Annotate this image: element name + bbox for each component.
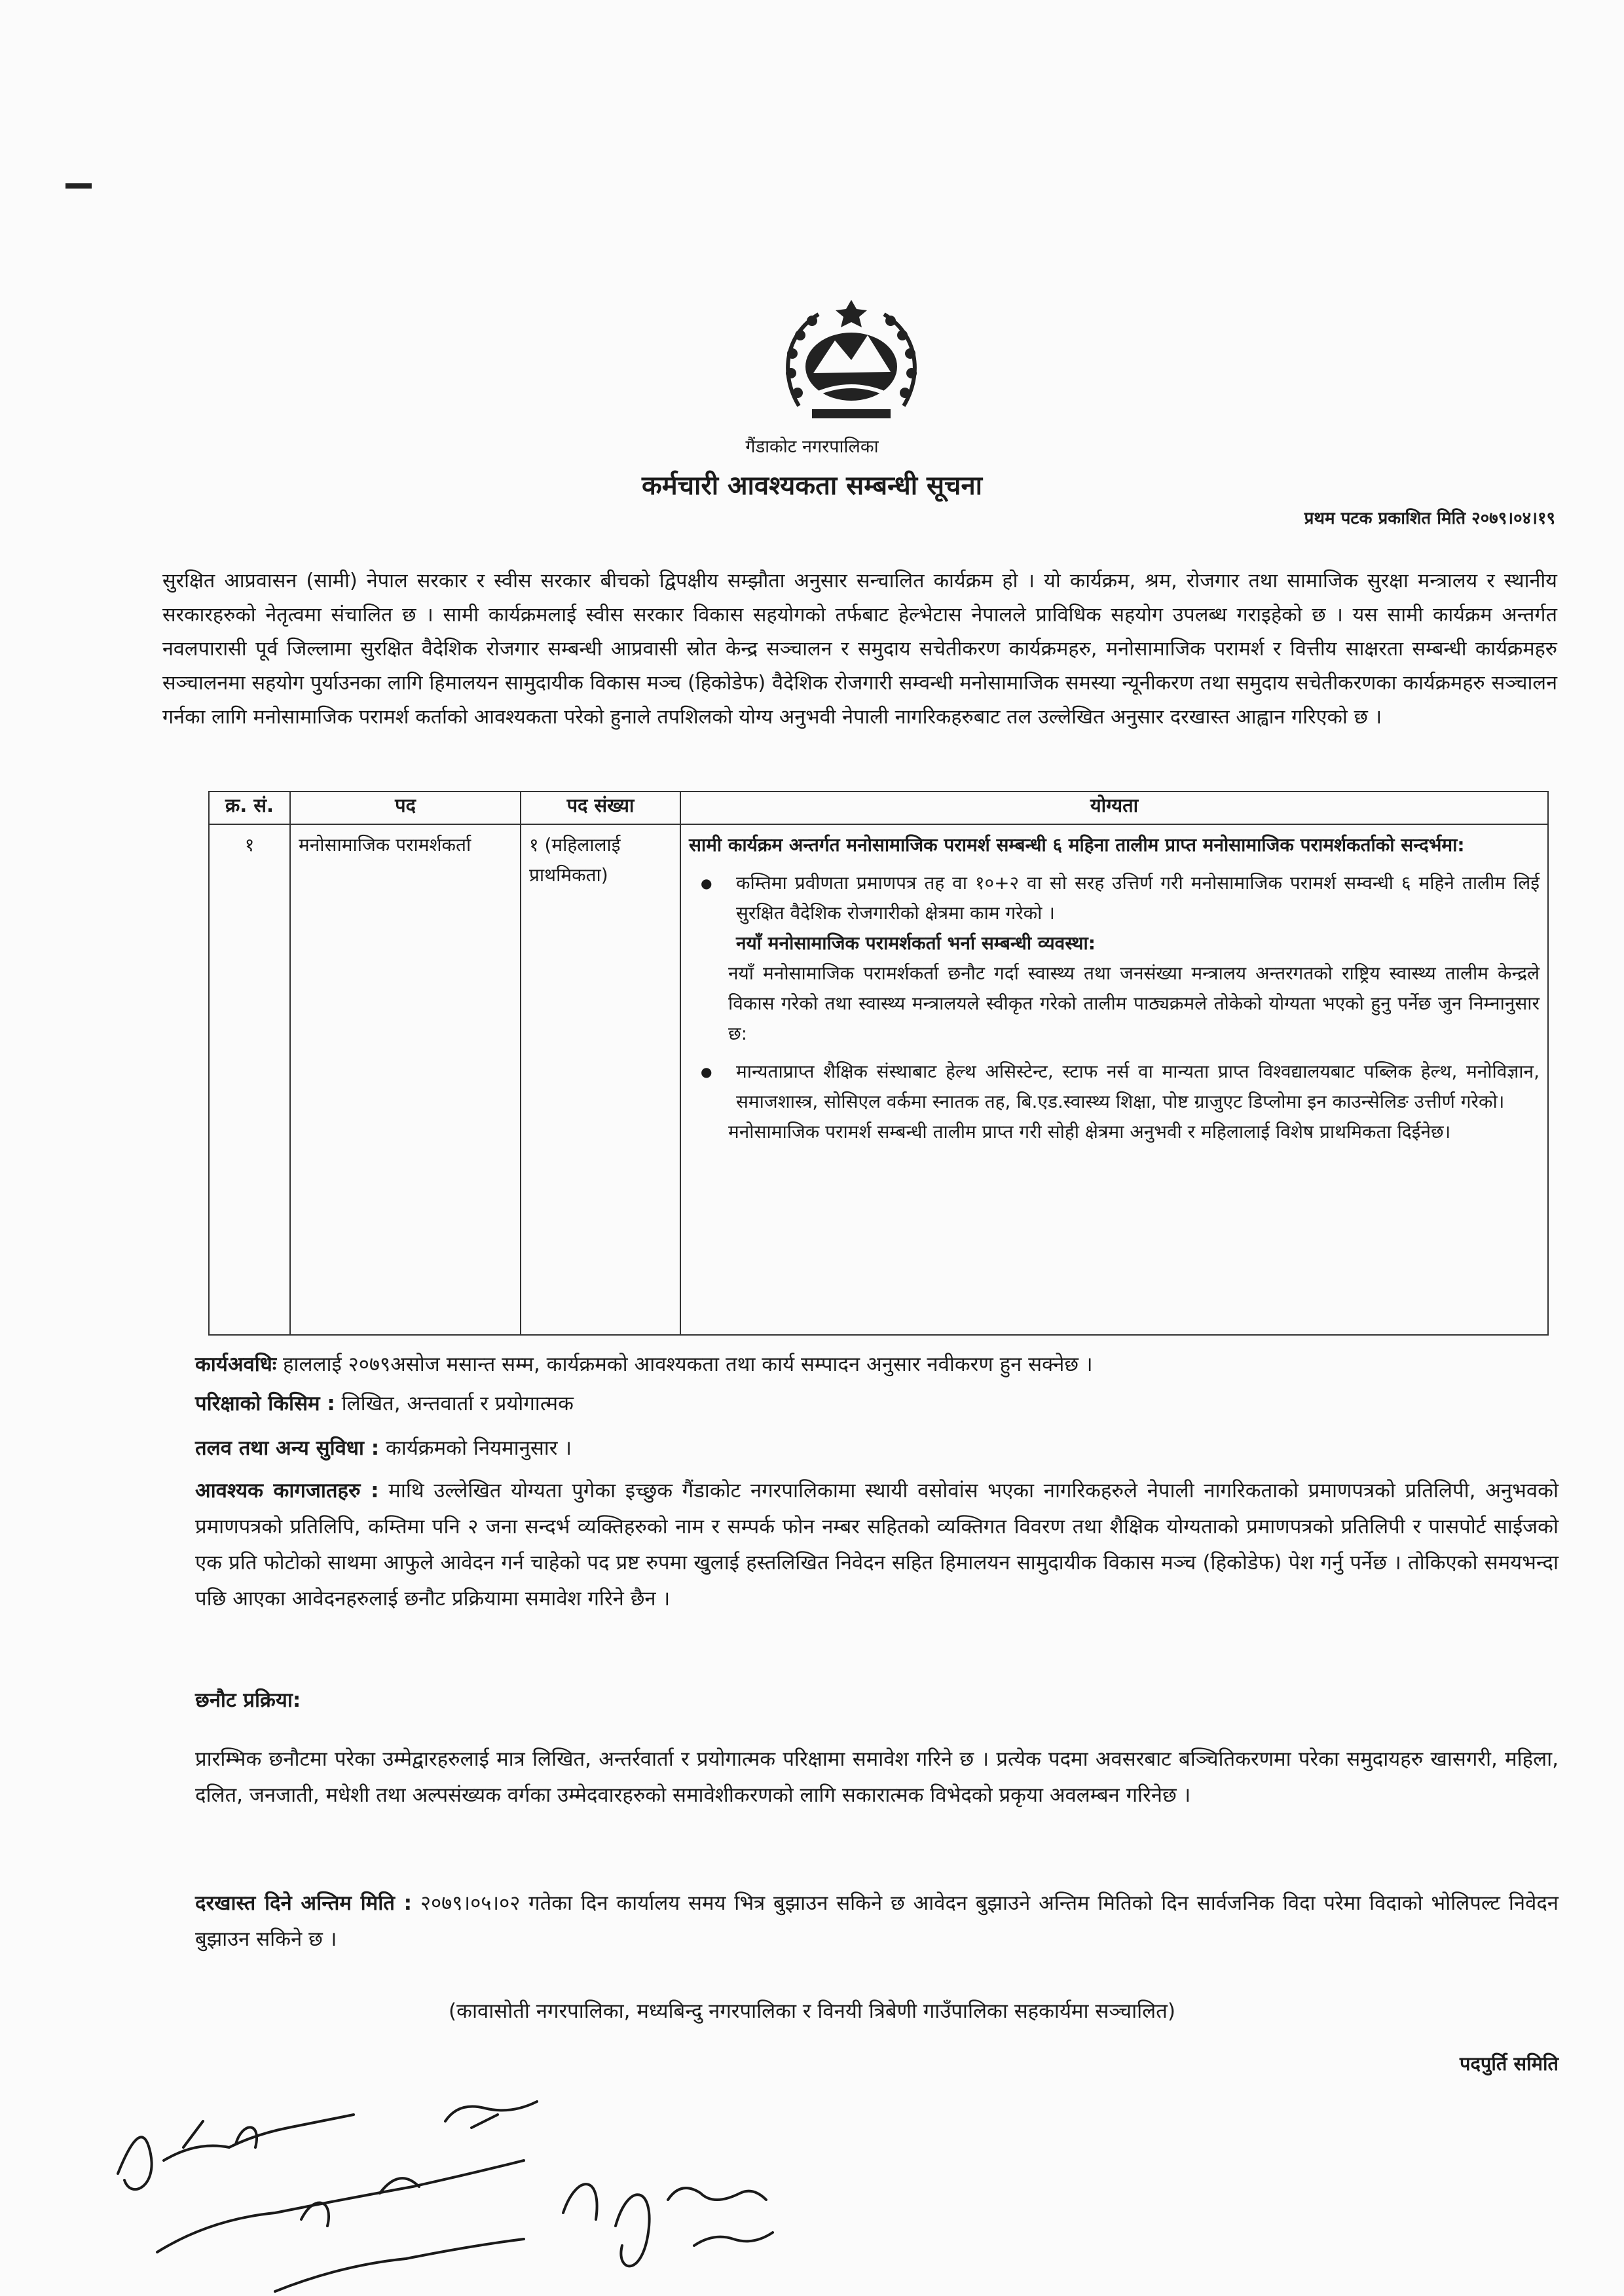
table-header-row — [209, 792, 1548, 824]
selection-heading — [195, 1683, 1559, 1719]
qualification-bullet-1: ● कम्तिमा प्रवीणता प्रमाणपत्र तह वा १०+२ वा सो सरह उत्तिर्ण गरी मनोसामाजिक परामर्श सम्वन्धी ६ महिने तालीम लिई सुरक्षित वैदेशिक रोजगारीको क्षेत्रमा काम गरेको । — [689, 868, 1540, 928]
cell-count: १ (महिलालाई प्राथमिकता) — [521, 824, 680, 1335]
publish-date: प्रथम पटक प्रकाशित मिति २०७९।०४।१९ — [1304, 509, 1555, 528]
salary-text: कार्यक्रमको नियमानुसार । — [385, 1436, 572, 1460]
cell-sn: १ — [209, 824, 290, 1335]
table-row — [209, 824, 1548, 1335]
selection-text: प्रारम्भिक छनौटमा परेका उम्मेद्वारहरुलाई मात्र लिखित, अन्तर्रवार्ता र प्रयोगात्मक परिक्षामा समावेश गरिने छ । प्रत्येक पदमा अवसरबाट बञ्चितिकरणमा परेका समुदायहरु खासगरी, महिला, दलित, जनजाती, मधेशी तथा अल्पसंख्यक वर्गका उम्मेदवारहरुको समावेशीकरणको लागि सकारात्मक विभेदको प्रकृया अवलम्बन गरिनेछ । — [195, 1747, 1559, 1807]
qualification-bullet-2: ● मान्यताप्राप्त शैक्षिक संस्थाबाट हेल्थ असिस्टेन्ट, स्टाफ नर्स वा मान्यता प्राप्त विश्वद्यालयबाट पब्लिक हेल्थ, मनोविज्ञान, समाजशास्त्र, सोसिएल वर्कमा स्नातक तह, बि.एड.स्वास्थ्य शिक्षा, पोष्ट ग्राजुएट डिप्लोमा इन काउन्सेलिङ उत्तीर्ण गरेको। — [689, 1057, 1540, 1117]
vacancy-table — [208, 791, 1549, 1336]
deadline-label: दरखास्त दिने अन्तिम मिति : — [195, 1891, 413, 1915]
documents-block — [195, 1473, 1559, 1617]
duration-text: हाललाई २०७९असोज मसान्त सम्म, कार्यक्रमको आवश्यकता तथा कार्य सम्पादन अनुसार नवीकरण हुन सक्नेछ । — [282, 1353, 1093, 1376]
col-qualification: योग्यता — [680, 792, 1548, 824]
cell-post: मनोसामाजिक परामर्शकर्ता — [290, 824, 521, 1335]
new-counsellor-heading: नयाँ मनोसामाजिक परामर्शकर्ता भर्ना सम्बन्धी व्यवस्था: — [736, 932, 1096, 954]
salary-line — [195, 1430, 1559, 1467]
government-emblem-icon — [773, 295, 930, 432]
page-edge-mark — [65, 183, 92, 189]
page-title: कर्मचारी आवश्यकता सम्बन्धी सूचना — [641, 471, 983, 501]
deadline-block — [195, 1886, 1559, 1958]
handwritten-note-signature — [105, 2082, 825, 2296]
exam-label: परिक्षाको किसिम : — [195, 1392, 335, 1415]
col-post: पद — [290, 792, 521, 824]
deadline-text: २०७९।०५।०२ गतेका दिन कार्यालय समय भित्र बुझाउन सकिने छ आवेदन बुझाउने अन्तिम मितिको दिन सार्वजनिक विदा परेमा विदाको भोलिपल्ट निवेदन बुझाउन सकिने छ । — [195, 1891, 1559, 1951]
duration-label: कार्यअवधिः — [195, 1353, 277, 1376]
exam-line — [195, 1386, 1559, 1422]
salary-label: तलव तथा अन्य सुविधा : — [195, 1436, 380, 1460]
col-count: पद संख्या — [521, 792, 680, 824]
collaboration-note: (कावासोती नगरपालिका, मध्यबिन्दु नगरपालिका र विनयी त्रिबेणी गाउँपालिका सहकार्यमा सञ्चालित) — [449, 1999, 1175, 2023]
cell-qualification — [680, 824, 1548, 1335]
duration-line — [195, 1347, 1559, 1383]
committee-name: पदपुर्ति समिति — [1460, 2052, 1559, 2075]
documents-text: माथि उल्लेखित योग्यता पुगेका इच्छुक गैंडाकोट नगरपालिकामा स्थायी वसोवांस भएका नागरिकहरुले नेपाली नागरिकताको प्रमाणपत्रको प्रतिलिपी, अनुभवको प्रमाणपत्रको प्रतिलिपि, कम्तिमा पनि २ जना सन्दर्भ व्यक्तिहरुको नाम र सम्पर्क फोन नम्बर सहितको व्यक्तिगत विवरण तथा शैक्षिक योग्यताको प्रमाणपत्रको प्रतिलिपी र पासपोर्ट साईजको एक प्रति फोटोको साथमा आफुले आवेदन गर्न चाहेको पद प्रष्ट रुपमा खुलाई हस्तलिखित निवेदन सहित हिमालयन सामुदायीक विकास मञ्च (हिकोडेफ) पेश गर्नु पर्नेछ । तोकिएको समयभन्दा पछि आएका आवेदनहरुलाई छनौट प्रक्रियामा समावेश गरिने छैन । — [195, 1479, 1559, 1611]
documents-label: आवश्यक कागजातहरु : — [195, 1479, 379, 1503]
exam-text: लिखित, अन्तवार्ता र प्रयोगात्मक — [341, 1392, 574, 1415]
org-name: गैंडाकोट नगरपालिका — [745, 437, 879, 457]
col-sn: क्र. सं. — [209, 792, 290, 824]
qualification-title: सामी कार्यक्रम अन्तर्गत मनोसामाजिक परामर्श सम्बन्धी ६ महिना तालीम प्राप्त मनोसामाजिक परामर्शकर्ताको सन्दर्भमा: — [689, 834, 1465, 856]
intro-paragraph: सुरक्षित आप्रवासन (सामी) नेपाल सरकार र स्वीस सरकार बीचको द्विपक्षीय सम्झौता अनुसार सन्चालित कार्यक्रम हो । यो कार्यक्रम, श्रम, रोजगार तथा सामाजिक सुरक्षा मन्त्रालय र स्थानीय सरकारहरुको नेतृत्वमा संचालित छ । सामी कार्यक्रमलाई स्वीस सरकार विकास सहयोगको तर्फबाट हेल्भेटास नेपालले प्राविधिक सहयोग उपलब्ध गराइहेको छ । यस सामी कार्यक्रम अन्तर्गत नवलपारासी पूर्व जिल्लामा सुरक्षित वैदेशिक रोजगार सम्बन्धी आप्रवासी स्रोत केन्द्र सञ्चालन र समुदाय सचेतीकरण कार्यक्रमहरु, मनोसामाजिक परामर्श र वित्तीय साक्षरता सम्बन्धी कार्यक्रमहरु सञ्चालनमा सहयोग पुर्याउनका लागि हिमालयन सामुदायीक विकास मञ्च (हिकोडेफ) वैदेशिक रोजगारी सम्वन्धी मनोसामाजिक समस्या न्यूनीकरण तथा समुदाय सचेतीकरणका कार्यक्रमहरु सञ्चालन गर्नका लागि मनोसामाजिक परामर्श कर्ताको आवश्यकता परेको हुनाले तपशिलको योग्य अनुभवी नेपाली नागरिकहरुबाट तल उल्लेखित अनुसार दरखास्त आह्वान गरिएको छ । — [162, 570, 1557, 729]
priority-note: मनोसामाजिक परामर्श सम्बन्धी तालीम प्राप्त गरी सोही क्षेत्रमा अनुभवी र महिलालाई विशेष प्राथमिकता दिईनेछ। — [728, 1121, 1451, 1142]
new-counsellor-paragraph: नयाँ मनोसामाजिक परामर्शकर्ता छनौट गर्दा स्वास्थ्य तथा जनसंख्या मन्त्रालय अन्तरगतको राष्ट्रिय स्वास्थ्य तालीम केन्द्रले विकास गरेको तथा स्वास्थ्य मन्त्रालयले स्वीकृत गरेको तालीम पाठ्यक्रमले तोकेको योग्यता भएको हुनु पर्नेछ जुन निम्नानुसार छ: — [728, 962, 1540, 1044]
selection-label: छनौट प्रक्रिया: — [195, 1688, 301, 1712]
